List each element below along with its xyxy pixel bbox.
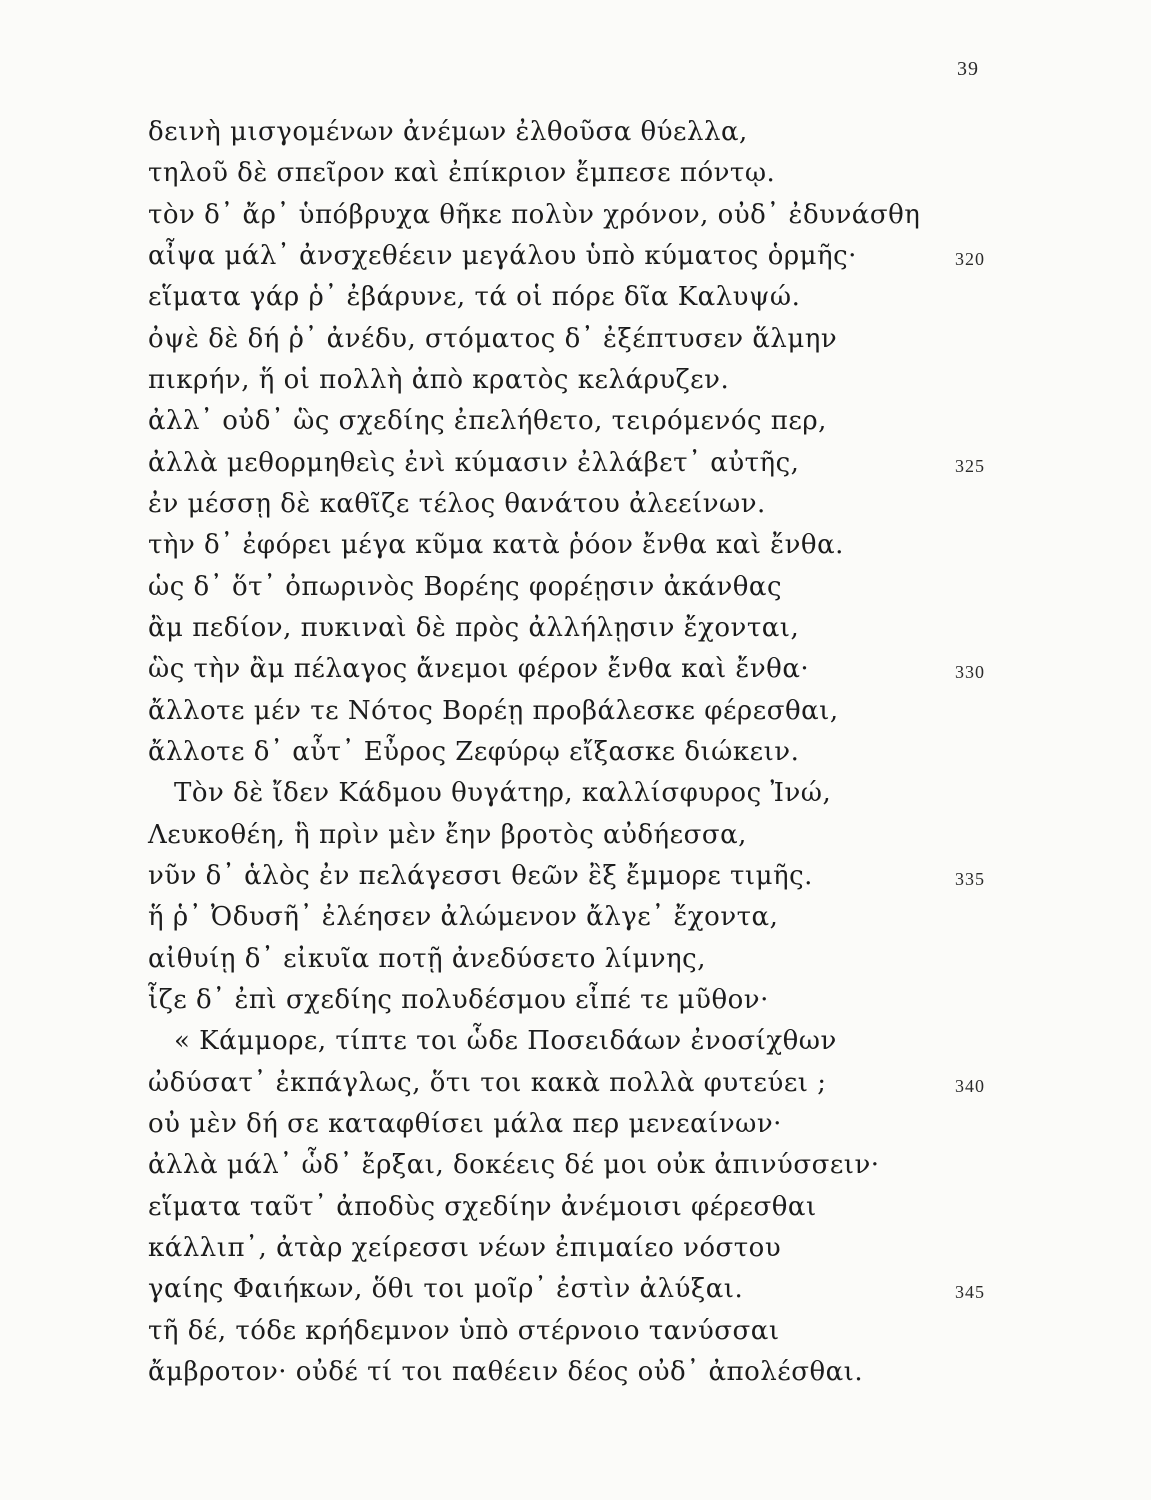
verse-text: Τὸν δὲ ἴδεν Κάδμου θυγάτηρ, καλλίσφυρος Ἰνώ,	[174, 778, 832, 809]
verse-text: αἶψα μάλ᾽ ἀνσχεθέειν μεγάλου ὑπὸ κύματος ὁρμῆς·	[148, 240, 857, 271]
verse-line	[0, 319, 1151, 360]
verse-text: ἥ ῥ᾽ Ὀδυσῆ᾽ ἐλέησεν ἀλώμενον ἄλγε᾽ ἔχοντα,	[148, 902, 779, 933]
verse-line	[0, 732, 1151, 773]
verse-text: ἐν μέσσῃ δὲ καθῖζε τέλος θανάτου ἀλεείνων.	[148, 488, 766, 519]
verse-line	[0, 608, 1151, 649]
verse-text: ἀλλ᾽ οὐδ᾽ ὣς σχεδίης ἐπελήθετο, τειρόμενός περ,	[148, 406, 827, 437]
verse-line	[0, 1145, 1151, 1186]
verse-line	[0, 401, 1151, 442]
verse-line	[0, 525, 1151, 566]
verse-text: πικρήν, ἥ οἱ πολλὴ ἀπὸ κρατὸς κελάρυζεν.	[148, 364, 730, 395]
verse-line	[0, 195, 1151, 236]
verse-text: δεινὴ μισγομένων ἀνέμων ἐλθοῦσα θύελλα,	[148, 117, 748, 147]
verse-text: « Κάμμορε, τίπτε τοι ὧδε Ποσειδάων ἐνοσίχθων	[174, 1026, 837, 1057]
verse-text: γαίης Φαιήκων, ὅθι τοι μοῖρ᾽ ἐστὶν ἀλύξαι.	[148, 1274, 744, 1305]
verse-line	[0, 112, 1151, 153]
verse-text: τὸν δ᾽ ἄρ᾽ ὑπόβρυχα θῆκε πολὺν χρόνον, οὐδ᾽ ἐδυνάσθη	[148, 199, 921, 230]
verse-line	[0, 1187, 1151, 1228]
verse-line	[0, 1228, 1151, 1269]
line-number: 330	[955, 662, 985, 683]
verse-line	[0, 484, 1151, 525]
line-number: 325	[955, 455, 985, 476]
verse-line	[0, 1311, 1151, 1352]
verse-text: τὴν δ᾽ ἐφόρει μέγα κῦμα κατὰ ῥόον ἔνθα καὶ ἔνθα.	[148, 530, 844, 561]
verse-text: τηλοῦ δὲ σπεῖρον καὶ ἐπίκριον ἔμπεσε πόντῳ.	[148, 158, 776, 189]
verse-text: ἀλλὰ μάλ᾽ ὧδ᾽ ἔρξαι, δοκέεις δέ μοι οὐκ ἀπινύσσειν·	[148, 1150, 880, 1181]
verse-block	[0, 112, 1151, 1393]
verse-line	[0, 649, 1151, 690]
verse-line	[0, 236, 1151, 277]
verse-line	[0, 939, 1151, 980]
verse-line	[0, 815, 1151, 856]
verse-text: ἄλλοτε μέν τε Νότος Βορέῃ προβάλεσκε φέρεσθαι,	[148, 695, 839, 726]
verse-text: αἰθυίῃ δ᾽ εἰκυῖα ποτῇ ἀνεδύσετο λίμνης,	[148, 943, 706, 974]
verse-text: ὡς δ᾽ ὅτ᾽ ὀπωρινὸς Βορέης φορέῃσιν ἀκάνθας	[148, 571, 783, 602]
verse-line	[0, 691, 1151, 732]
verse-text: Λευκοθέη, ἣ πρὶν μὲν ἔην βροτὸς αὐδήεσσα,	[148, 819, 747, 850]
page-number: 39	[957, 58, 979, 80]
verse-line	[0, 897, 1151, 938]
verse-text: ἷζε δ᾽ ἐπὶ σχεδίης πολυδέσμου εἶπέ τε μῦθον·	[148, 984, 769, 1015]
verse-line	[0, 153, 1151, 194]
verse-line	[0, 1021, 1151, 1062]
verse-line	[0, 856, 1151, 897]
verse-line	[0, 443, 1151, 484]
verse-text: οὐ μὲν δή σε καταφθίσει μάλα περ μενεαίνων·	[148, 1108, 782, 1139]
verse-text: εἵματα ταῦτ᾽ ἀποδὺς σχεδίην ἀνέμοισι φέρεσθαι	[148, 1191, 817, 1222]
verse-text: ἄλλοτε δ᾽ αὖτ᾽ Εὖρος Ζεφύρῳ εἴξασκε διώκειν.	[148, 736, 800, 767]
verse-text: ὣς τὴν ἂμ πέλαγος ἄνεμοι φέρον ἔνθα καὶ ἔνθα·	[148, 654, 810, 685]
verse-text: ἀλλὰ μεθορμηθεὶς ἐνὶ κύμασιν ἐλλάβετ᾽ αὐτῆς,	[148, 447, 800, 478]
verse-line	[0, 1063, 1151, 1104]
verse-line	[0, 277, 1151, 318]
line-number: 320	[955, 248, 985, 269]
verse-line	[0, 773, 1151, 814]
verse-text: ἄμβροτον· οὐδέ τί τοι παθέειν δέος οὐδ᾽ ἀπολέσθαι.	[148, 1356, 864, 1387]
line-number: 340	[955, 1075, 985, 1096]
line-number: 345	[955, 1282, 985, 1303]
verse-line	[0, 1104, 1151, 1145]
verse-line	[0, 980, 1151, 1021]
line-number: 335	[955, 868, 985, 889]
verse-text: κάλλιπ᾽, ἀτὰρ χείρεσσι νέων ἐπιμαίεο νόστου	[148, 1232, 782, 1263]
verse-text: εἵματα γάρ ῥ᾽ ἐβάρυνε, τά οἱ πόρε δῖα Καλυψώ.	[148, 282, 801, 313]
verse-text: ὀψὲ δὲ δή ῥ᾽ ἀνέδυ, στόματος δ᾽ ἐξέπτυσεν ἅλμην	[148, 323, 838, 354]
verse-line	[0, 1352, 1151, 1393]
verse-line	[0, 567, 1151, 608]
verse-text: νῦν δ᾽ ἁλὸς ἐν πελάγεσσι θεῶν ἒξ ἔμμορε τιμῆς.	[148, 860, 813, 891]
verse-text: ὠδύσατ᾽ ἐκπάγλως, ὅτι τοι κακὰ πολλὰ φυτεύει ;	[148, 1067, 827, 1098]
verse-line	[0, 360, 1151, 401]
verse-line	[0, 1269, 1151, 1310]
verse-text: τῆ δέ, τόδε κρήδεμνον ὑπὸ στέρνοιο τανύσσαι	[148, 1315, 780, 1346]
verse-text: ἂμ πεδίον, πυκιναὶ δὲ πρὸς ἀλλήλῃσιν ἔχονται,	[148, 612, 800, 643]
